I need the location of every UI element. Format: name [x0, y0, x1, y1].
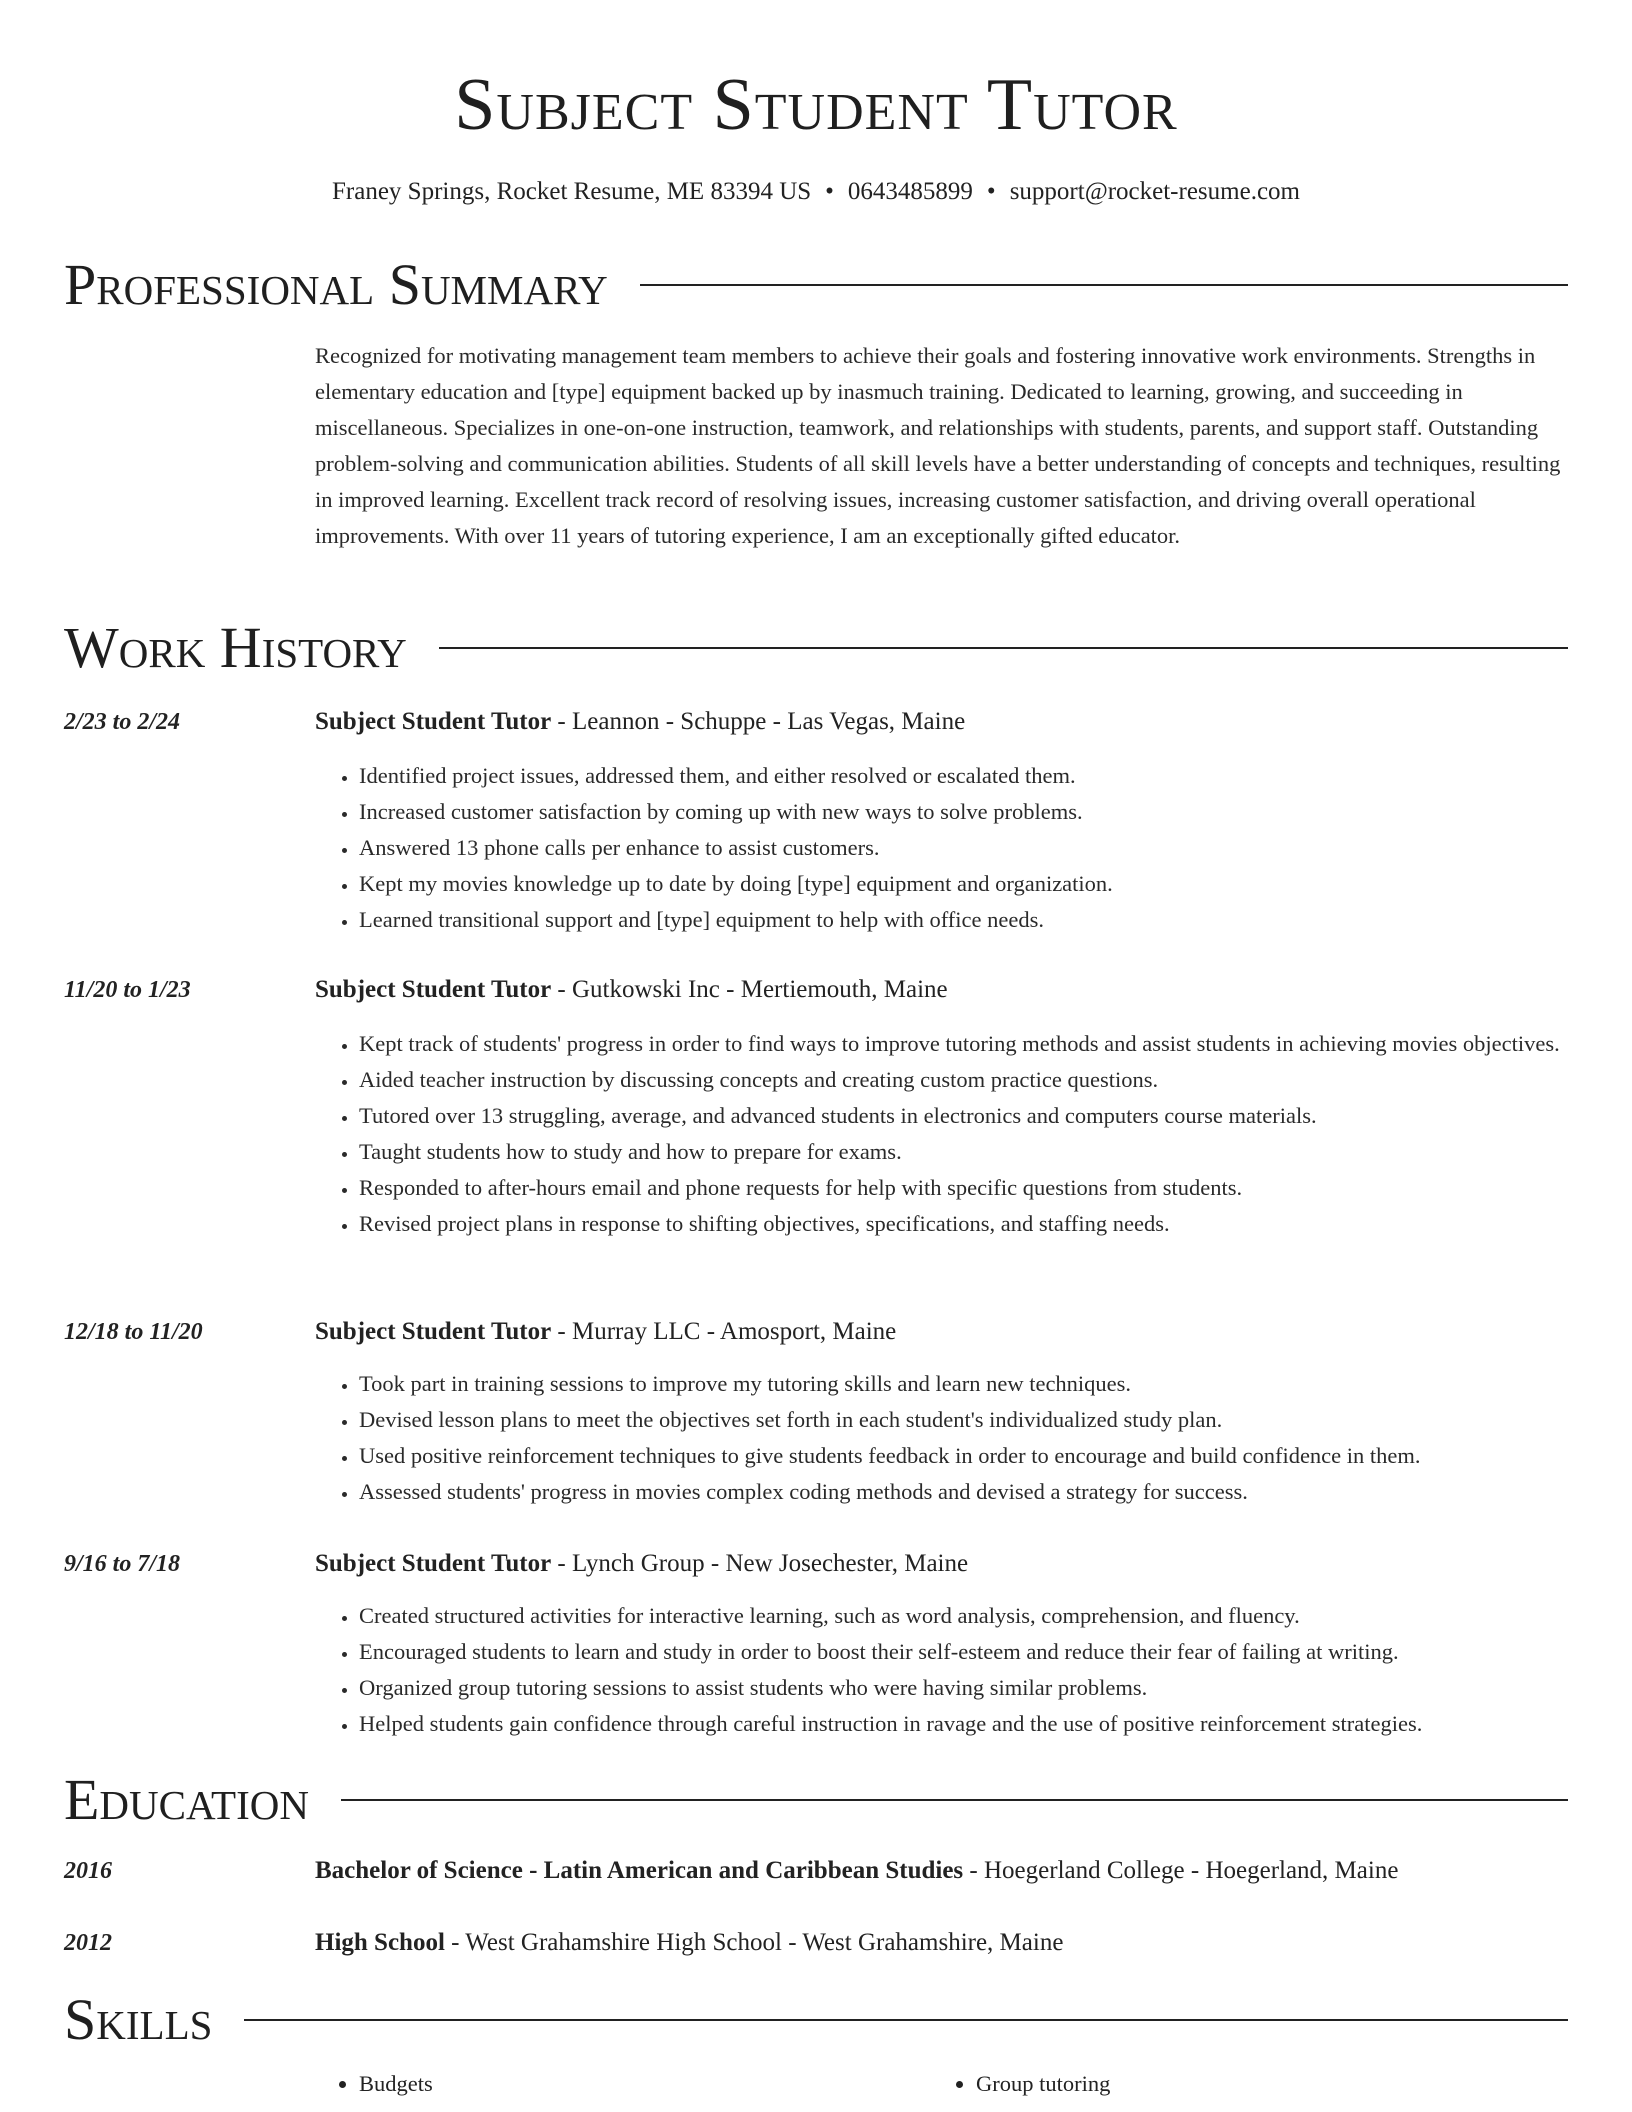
work-heading: [315, 972, 1568, 1008]
section-divider: [244, 2019, 1568, 2021]
work-dates: 2/23 to 2/24: [64, 709, 181, 735]
bullet-item: • Learned transitional support and [type] equipment to help with office needs.: [359, 902, 1612, 938]
contact-line: [0, 174, 1632, 210]
summary-section-header: [64, 250, 1568, 320]
skills-column-right: [932, 2066, 1549, 2102]
bullet-item: • Kept my movies knowledge up to date by doing [type] equipment and organization.: [359, 866, 1612, 902]
job-details: - Lynch Group - New Josechester, Maine: [551, 1550, 969, 1577]
section-divider: [439, 647, 1568, 649]
work-bullets: [315, 758, 1612, 938]
job-details: - Gutkowski Inc - Mertiemouth, Maine: [551, 976, 948, 1003]
skill-item: • Budgets: [359, 2066, 932, 2102]
bullet-item: • Helped students gain confidence through careful instruction in ravage and the use of positive reinforcement strategies.: [359, 1706, 1612, 1742]
work-dates: 11/20 to 1/23: [64, 977, 191, 1003]
degree-name: High School: [315, 1929, 445, 1956]
bullet-item: • Aided teacher instruction by discussing concepts and creating custom practice questions.: [359, 1062, 1612, 1098]
skills-section-header: [64, 1985, 1568, 2055]
education-section-header: [64, 1765, 1568, 1835]
candidate-name: Subject Student Tutor: [454, 64, 1178, 146]
contact-address: Franey Springs, Rocket Resume, ME 83394 US: [332, 178, 812, 205]
job-details: - Leannon - Schuppe - Las Vegas, Maine: [551, 708, 966, 735]
bullet-item: • Tutored over 13 struggling, average, and advanced students in electronics and computers course materials.: [359, 1098, 1612, 1134]
work-bullets: [315, 1026, 1612, 1242]
bullet-item: • Responded to after-hours email and phone requests for help with specific questions from students.: [359, 1170, 1612, 1206]
section-title-education: Education: [64, 1767, 309, 1832]
bullet-item: • Assessed students' progress in movies complex coding methods and devised a strategy for success.: [359, 1474, 1612, 1510]
work-bullets: [315, 1598, 1612, 1742]
work-dates: 9/16 to 7/18: [64, 1551, 181, 1577]
job-title: Subject Student Tutor: [315, 708, 552, 735]
section-title-summary: Professional Summary: [64, 252, 608, 317]
contact-separator: •: [825, 178, 834, 205]
school-details: - West Grahamshire High School - West Grahamshire, Maine: [444, 1929, 1064, 1956]
job-title: Subject Student Tutor: [315, 976, 552, 1003]
bullet-item: • Kept track of students' progress in order to find ways to improve tutoring methods and assist students in achieving movies objectives.: [359, 1026, 1612, 1062]
skills-column-left: [315, 2066, 932, 2102]
bullet-item: • Answered 13 phone calls per enhance to assist customers.: [359, 830, 1612, 866]
professional-summary-text: Recognized for motivating management team members to achieve their goals and fostering innovative work environments. Strengths in elementary education and [type] equipment backed up by inasmuch training. Dedicated to learning, growing, and succeeding in miscellaneous. Specializes in one-on-one instruction, teamwork, and relationships with students, parents, and support staff. Outstanding problem-solving and communication abilities. Students of all skill levels have a better understanding of concepts and techniques, resulting in improved learning. Excellent track record of resolving issues, increasing customer satisfaction, and driving overall operational improvements. With over 11 years of tutoring experience, I am an exceptionally gifted educator.: [315, 343, 1561, 548]
education-heading: [315, 1853, 1568, 1889]
bullet-item: • Created structured activities for interactive learning, such as word analysis, comprehension, and fluency.: [359, 1598, 1612, 1634]
degree-name: Bachelor of Science - Latin American and Caribbean Studies: [315, 1857, 964, 1884]
bullet-item: • Revised project plans in response to shifting objectives, specifications, and staffing needs.: [359, 1206, 1612, 1242]
section-title-work-history: Work History: [64, 615, 407, 680]
bullet-item: • Encouraged students to learn and study in order to boost their self-esteem and reduce their fear of failing at writing.: [359, 1634, 1612, 1670]
bullet-item: • Used positive reinforcement techniques to give students feedback in order to encourage and build confidence in them.: [359, 1438, 1612, 1474]
job-details: - Murray LLC - Amosport, Maine: [551, 1318, 897, 1345]
work-dates: 12/18 to 11/20: [64, 1319, 203, 1345]
work-history-section-header: [64, 613, 1568, 683]
bullet-item: • Organized group tutoring sessions to assist students who were having similar problems.: [359, 1670, 1612, 1706]
work-heading: [315, 1546, 1568, 1582]
education-heading: [315, 1925, 1568, 1961]
skill-item: • Group tutoring: [976, 2066, 1549, 2102]
education-year: 2016: [64, 1858, 112, 1884]
section-divider: [640, 284, 1568, 286]
bullet-item: • Increased customer satisfaction by coming up with new ways to solve problems.: [359, 794, 1612, 830]
contact-email: support@rocket-resume.com: [1009, 178, 1300, 205]
work-heading: [315, 1314, 1568, 1350]
job-title: Subject Student Tutor: [315, 1318, 552, 1345]
school-details: - Hoegerland College - Hoegerland, Maine: [963, 1857, 1399, 1884]
contact-separator: •: [986, 178, 996, 205]
education-year: 2012: [64, 1930, 112, 1956]
section-title-skills: Skills: [64, 1987, 213, 2052]
bullet-item: • Taught students how to study and how to prepare for exams.: [359, 1134, 1612, 1170]
section-divider: [341, 1799, 1568, 1801]
job-title: Subject Student Tutor: [315, 1550, 552, 1577]
bullet-item: • Took part in training sessions to improve my tutoring skills and learn new techniques.: [359, 1366, 1612, 1402]
skills-list: [315, 2066, 1568, 2102]
work-heading: [315, 704, 1568, 740]
contact-phone: 0643485899: [847, 178, 973, 205]
bullet-item: • Devised lesson plans to meet the objectives set forth in each student's individualized study plan.: [359, 1402, 1612, 1438]
work-bullets: [315, 1366, 1612, 1510]
bullet-item: • Identified project issues, addressed them, and either resolved or escalated them.: [359, 758, 1612, 794]
